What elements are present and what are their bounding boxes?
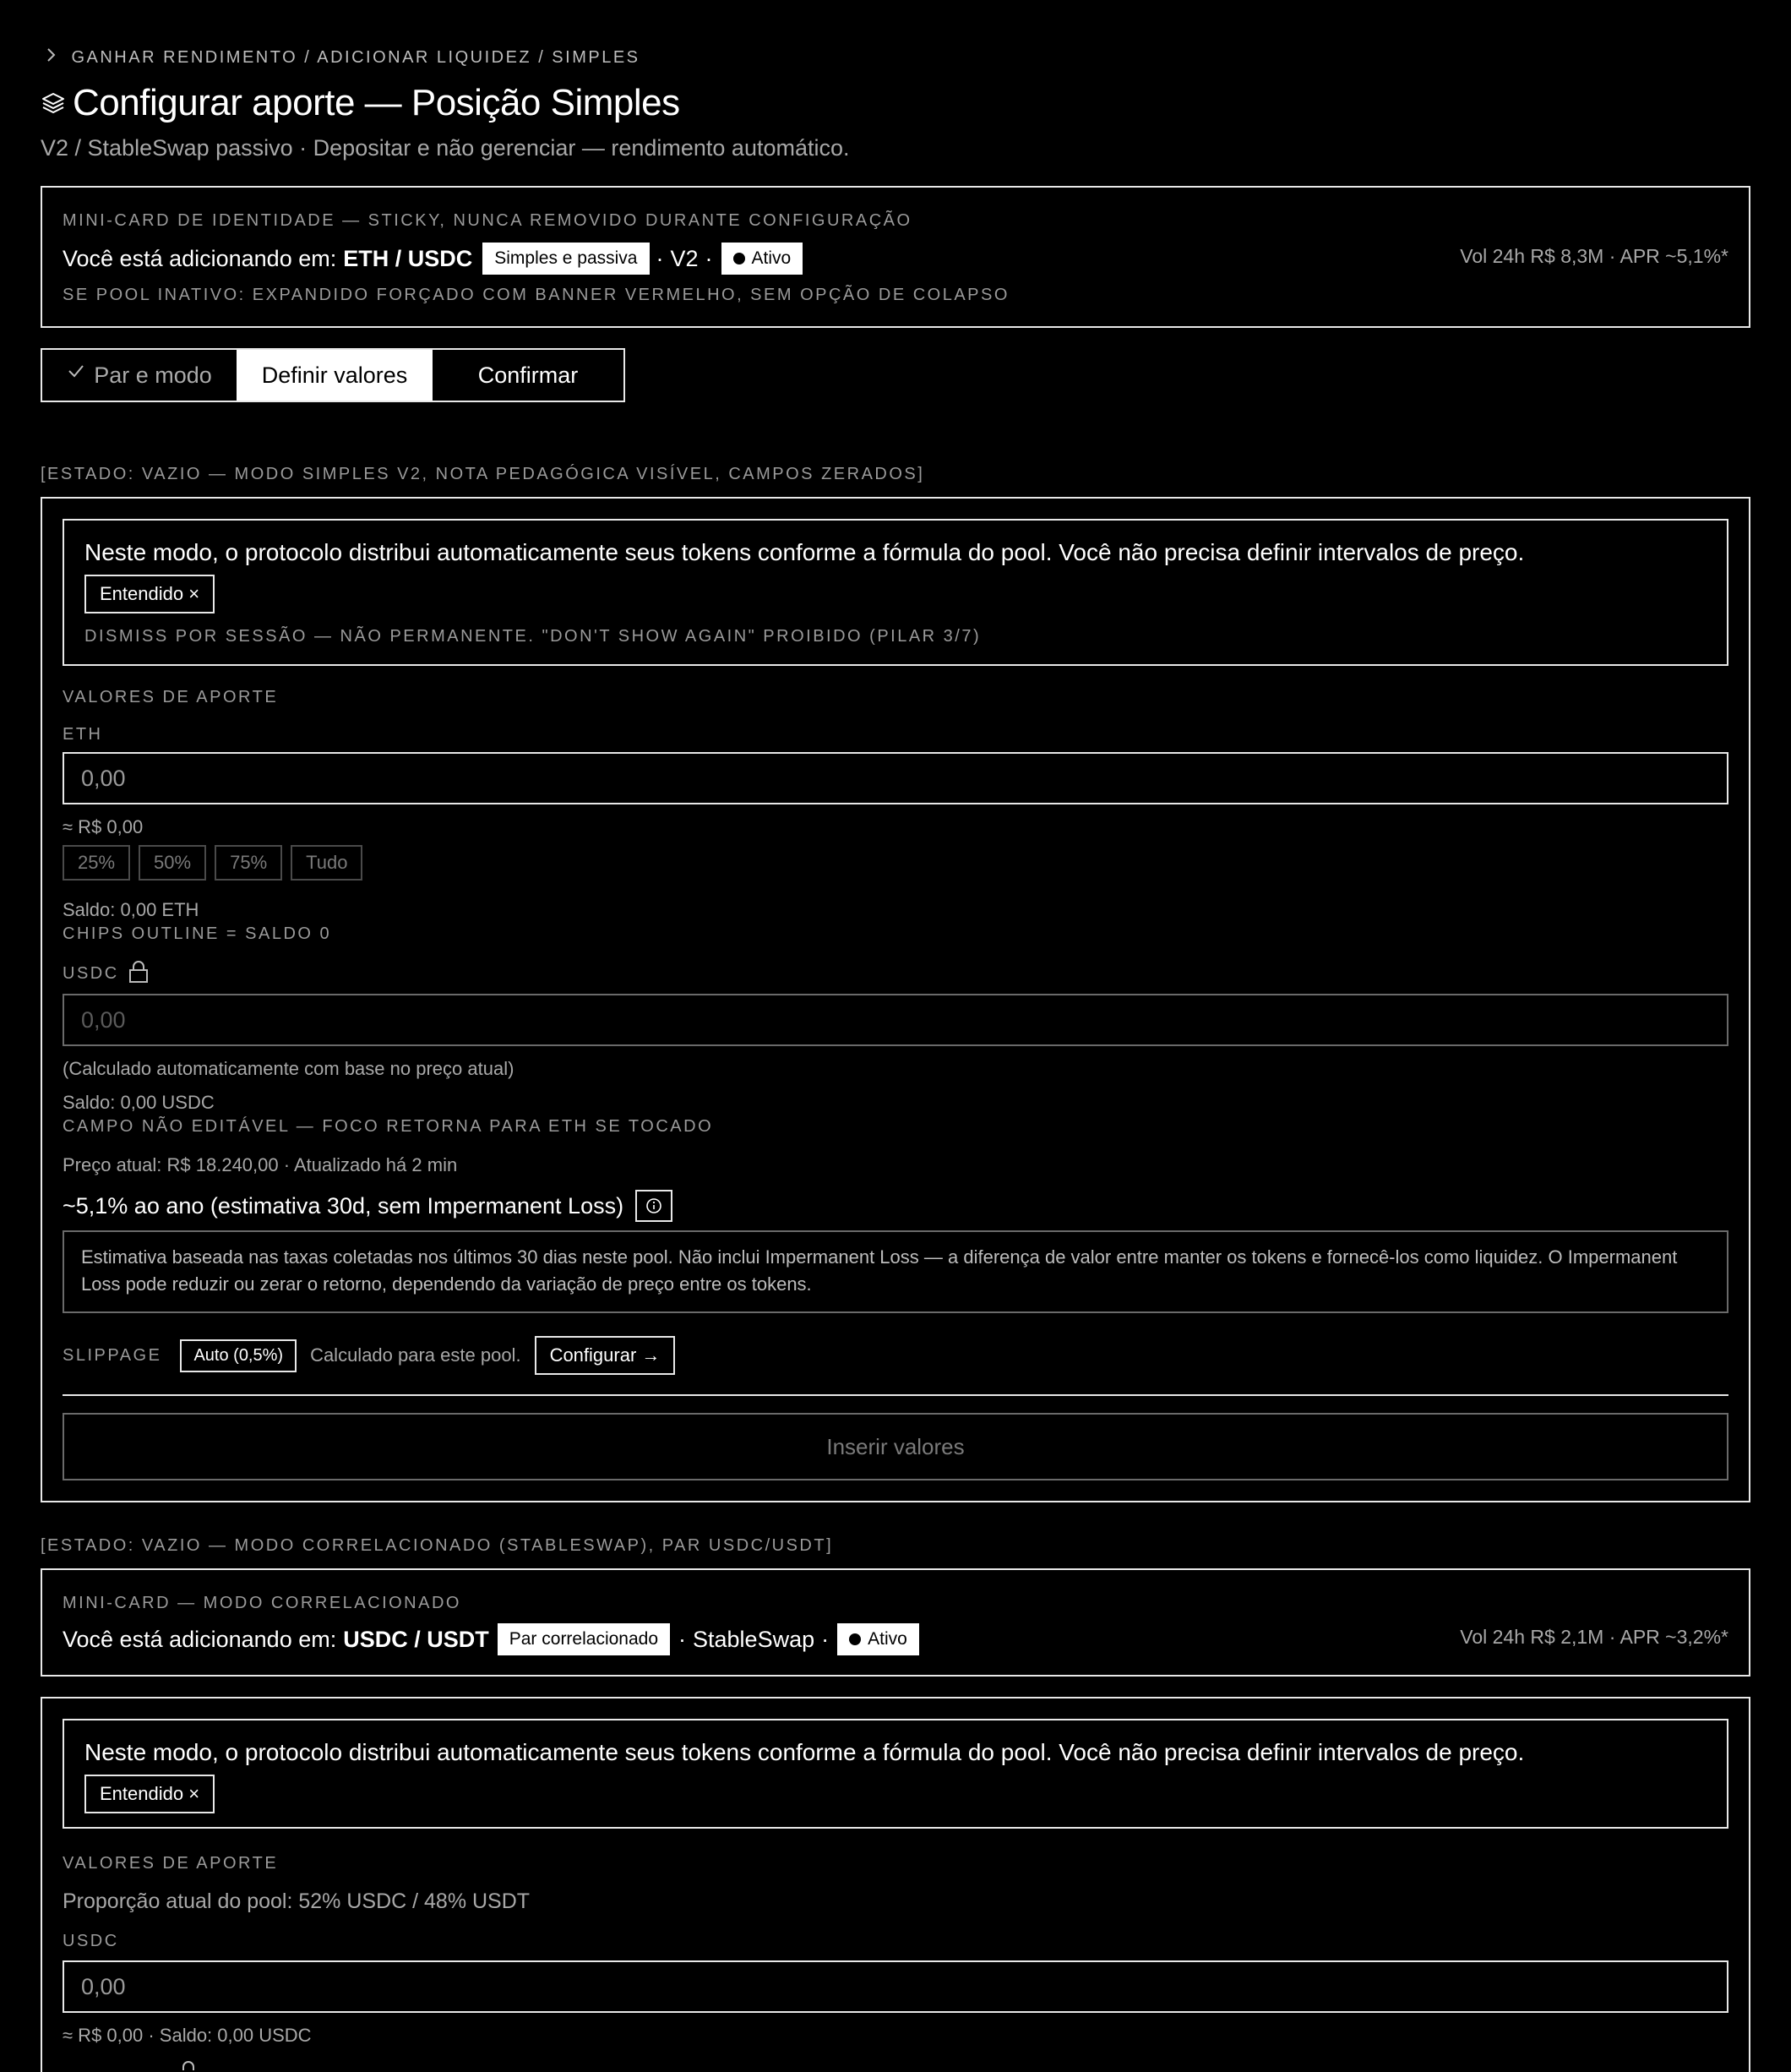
slippage-label: SLIPPAGE	[63, 1345, 162, 1365]
correlated-status-text: Ativo	[868, 1629, 907, 1649]
correlated-sep-1: ·	[678, 1626, 687, 1652]
mode-pill: Simples e passiva	[482, 243, 649, 275]
notice-note: DISMISS POR SESSÃO — NÃO PERMANENTE. "DON'T SHOW AGAIN" PROIBIDO (PILAR 3/7)	[84, 627, 982, 646]
eth-amount-input[interactable]	[63, 752, 1728, 804]
step-define-values[interactable]	[237, 350, 433, 401]
stepper	[41, 348, 625, 402]
info-icon	[645, 1197, 663, 1215]
slippage-row	[63, 1335, 675, 1376]
current-price: Preço atual: R$ 18.240,00 · Atualizado há 2 min	[63, 1154, 458, 1175]
slippage-value[interactable]: Auto (0,5%)	[180, 1339, 297, 1372]
check-icon	[67, 362, 85, 380]
pedagogical-notice	[63, 519, 1728, 666]
slippage-desc: Calculado para este pool.	[310, 1344, 521, 1366]
chip-50[interactable]: 50%	[139, 845, 206, 881]
correlated-usdc-placeholder: 0,00	[81, 1974, 126, 1999]
insert-values-button[interactable]: Inserir valores	[63, 1413, 1728, 1480]
state1-label: [ESTADO: VAZIO — MODO SIMPLES V2, NOTA PEDAGÓGICA VISÍVEL, CAMPOS ZERADOS]	[41, 465, 925, 483]
chevron-right-icon	[44, 46, 59, 64]
correlated-status-badge	[837, 1623, 919, 1655]
step-confirm[interactable]	[433, 350, 623, 401]
step-define-values-label: Definir valores	[261, 362, 408, 388]
correlated-usdc-input[interactable]	[63, 1960, 1728, 2013]
layers-icon	[41, 90, 66, 116]
identity-card	[41, 186, 1750, 328]
breadcrumb	[44, 42, 640, 76]
correlated-mode-pill: Par correlacionado	[498, 1623, 670, 1655]
chip-all[interactable]: Tudo	[291, 845, 362, 881]
usdc-amount-placeholder: 0,00	[81, 1007, 126, 1033]
pool-stats: Vol 24h R$ 8,3M · APR ~5,1%*	[1460, 245, 1728, 267]
correlated-pair: USDC / USDT	[343, 1626, 489, 1652]
breadcrumb-text: GANHAR RENDIMENTO / ADICIONAR LIQUIDEZ / SIMPLES	[71, 48, 640, 67]
correlated-pool-stats: Vol 24h R$ 2,1M · APR ~3,2%*	[1460, 1626, 1728, 1648]
correlated-section-title: VALORES DE APORTE	[63, 1854, 279, 1873]
pool-proportion: Proporção atual do pool: 52% USDC / 48% USDT	[63, 1889, 531, 1913]
lock-icon-partial	[177, 2060, 199, 2072]
status-badge	[721, 243, 803, 275]
apr-estimate: ~5,1% ao ano (estimativa 30d, sem Impermanent Loss)	[63, 1192, 624, 1219]
state2-label: [ESTADO: VAZIO — MODO CORRELACIONADO (STABLESWAP), PAR USDC/USDT]	[41, 1536, 834, 1555]
usdc-field-label-row	[63, 960, 150, 984]
status-dot-icon	[733, 253, 745, 264]
info-button[interactable]	[635, 1190, 672, 1222]
configure-slippage-button[interactable]: Configurar →	[535, 1336, 676, 1375]
correlated-dismiss-button[interactable]: Entendido ×	[84, 1775, 215, 1813]
step-pair-mode[interactable]	[42, 350, 237, 401]
correlated-notice	[63, 1719, 1728, 1829]
identity-card-note: MINI-CARD DE IDENTIDADE — STICKY, NUNCA REMOVIDO DURANTE CONFIGURAÇÃO	[63, 211, 912, 230]
page-title: Configurar aporte — Posição Simples	[73, 82, 680, 123]
eth-balance: Saldo: 0,00 ETH	[63, 899, 199, 920]
apr-tooltip: Estimativa baseada nas taxas coletadas nos últimos 30 dias neste pool. Não inclui Impermanent Loss — a diferença de valor entre manter os tokens e fornecê-los como liquidez. O Impermanent Loss pode reduzir ou zerar o retorno, dependendo da variação de preço entre os tokens.	[63, 1230, 1728, 1313]
correlated-mini-card	[41, 1568, 1750, 1677]
divider	[63, 1394, 1728, 1396]
correlated-sep-2: ·	[821, 1626, 830, 1652]
chip-25[interactable]: 25%	[63, 845, 130, 881]
correlated-prefix: Você está adicionando em:	[63, 1626, 337, 1652]
correlated-notice-text: Neste modo, o protocolo distribui automaticamente seus tokens conforme a fórmula do pool. Você não precisa definir intervalos de preço.	[84, 1739, 1525, 1765]
eth-fiat-value: ≈ R$ 0,00	[63, 816, 144, 837]
lock-icon	[128, 960, 150, 984]
page-title-row	[41, 79, 680, 127]
step-pair-mode-label: Par e modo	[94, 362, 212, 388]
apr-row	[63, 1190, 672, 1222]
version-label: V2	[670, 245, 699, 271]
status-text: Ativo	[751, 248, 792, 268]
usdc-balance: Saldo: 0,00 USDC	[63, 1092, 215, 1113]
percent-chips	[63, 845, 371, 881]
notice-text: Neste modo, o protocolo distribui automaticamente seus tokens conforme a fórmula do pool. Você não precisa definir intervalos de preço.	[84, 539, 1525, 565]
chip-75[interactable]: 75%	[215, 845, 282, 881]
usdc-field-label: USDC	[63, 964, 119, 983]
identity-pair: ETH / USDC	[343, 245, 473, 271]
identity-prefix: Você está adicionando em:	[63, 245, 337, 271]
identity-line	[63, 240, 803, 277]
usdc-field-note: CAMPO NÃO EDITÁVEL — FOCO RETORNA PARA ETH SE TOCADO	[63, 1117, 714, 1136]
correlated-identity-line	[63, 1621, 919, 1658]
eth-field-label: ETH	[63, 725, 103, 744]
eth-amount-placeholder: 0,00	[81, 766, 126, 791]
usdc-auto-note: (Calculado automaticamente com base no preço atual)	[63, 1058, 514, 1079]
state1-panel	[41, 497, 1750, 1502]
correlated-version: StableSwap	[693, 1626, 815, 1652]
identity-card-note-bottom: SE POOL INATIVO: EXPANDIDO FORÇADO COM BANNER VERMELHO, SEM OPÇÃO DE COLAPSO	[63, 286, 1010, 304]
correlated-usdc-label: USDC	[63, 1932, 119, 1950]
usdc-amount-input	[63, 994, 1728, 1046]
step-confirm-label: Confirmar	[477, 362, 579, 388]
page-subtitle: V2 / StableSwap passivo · Depositar e não gerenciar — rendimento automático.	[41, 135, 850, 161]
dismiss-button[interactable]: Entendido ×	[84, 575, 215, 613]
correlated-card-note: MINI-CARD — MODO CORRELACIONADO	[63, 1594, 461, 1612]
section-title: VALORES DE APORTE	[63, 688, 279, 706]
correlated-usdc-fiat-balance: ≈ R$ 0,00 · Saldo: 0,00 USDC	[63, 2025, 312, 2046]
correlated-status-dot-icon	[849, 1633, 861, 1645]
identity-sep-2: ·	[705, 245, 713, 271]
chips-note: CHIPS OUTLINE = SALDO 0	[63, 924, 332, 943]
state2-panel	[41, 1697, 1750, 2072]
identity-sep-1: ·	[656, 245, 664, 271]
